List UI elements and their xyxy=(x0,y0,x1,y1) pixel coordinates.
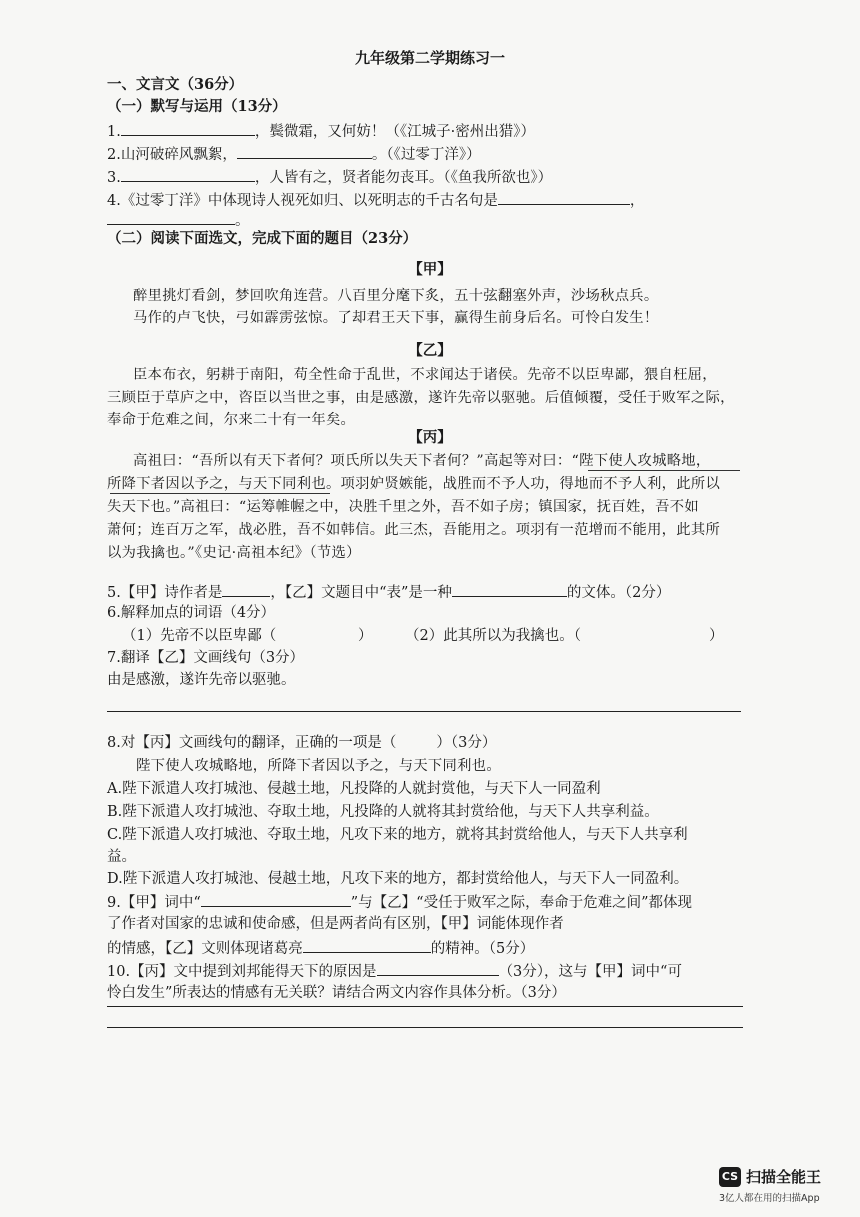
question-9-line-3 xyxy=(107,937,534,959)
question-text: ）（3分） xyxy=(436,735,497,751)
question-text: 8.对【丙】文画线句的翻译，正确的一项是（ xyxy=(107,735,397,751)
passage-bing-line: 以为我擒也。”《史记·高祖本纪》（节选） xyxy=(107,545,361,561)
passage-jia-line: 醉里挑灯看剑，梦回吹角连营。八百里分麾下炙，五十弦翻塞外声，沙场秋点兵。 xyxy=(133,288,659,304)
question-4 xyxy=(107,189,644,211)
answer-blank[interactable] xyxy=(498,189,630,205)
punctuation: ， xyxy=(629,193,645,209)
answer-blank[interactable] xyxy=(121,166,255,182)
question-text: 的情感，【乙】文则体现诸葛亮 xyxy=(107,941,303,957)
passage-bing-line: 失天下也。”高祖曰：“运筹帷幄之中，决胜千里之外，吾不如子房；镇国家，抚百姓，吾不如 xyxy=(107,499,699,515)
marked-sentence-underline xyxy=(110,493,330,494)
question-text: ，【乙】文题目中“表”是一种 xyxy=(270,585,452,601)
answer-blank[interactable] xyxy=(377,960,499,976)
question-text: 5.【甲】诗作者是 xyxy=(107,585,223,601)
part-one-heading: （一）默写与运用（13分） xyxy=(107,98,287,115)
question-10-line-2: 怜白发生”所表达的情感有无关联？请结合两文内容作具体分析。（3分） xyxy=(107,985,566,1001)
question-text: 山河破碎风飘絮， xyxy=(120,147,237,163)
question-text: 9.【甲】词中“ xyxy=(107,895,201,911)
passage-yi-heading: 【乙】 xyxy=(408,342,452,359)
question-number: 2. xyxy=(107,147,121,163)
option-b[interactable]: B.陛下派遣人攻打城池、夺取土地，凡投降的人就将其封赏给他，与天下人共享利益。 xyxy=(107,804,659,820)
scanner-watermark xyxy=(719,1163,834,1207)
camscanner-logo-icon: CS xyxy=(719,1167,741,1187)
question-3 xyxy=(107,166,552,188)
answer-line[interactable] xyxy=(107,1006,743,1007)
question-2 xyxy=(107,143,481,165)
answer-blank[interactable] xyxy=(452,581,567,597)
question-8-stem xyxy=(107,733,496,753)
answer-blank[interactable] xyxy=(107,209,235,225)
answer-line[interactable] xyxy=(107,711,741,712)
answer-blank[interactable] xyxy=(303,937,431,953)
passage-yi-line: 臣本布衣，躬耕于南阳，苟全性命于乱世，不求闻达于诸侯。先帝不以臣卑鄙，猥自枉屈， xyxy=(133,367,717,383)
part-two-heading: （二）阅读下面选文，完成下面的题目（23分） xyxy=(107,230,418,247)
question-text: 10.【丙】文中提到刘邦能得天下的原因是 xyxy=(107,964,377,980)
question-text: 的精神。（5分） xyxy=(430,941,535,957)
question-6-item-1-close: ） xyxy=(358,628,373,644)
answer-blank[interactable] xyxy=(237,143,372,159)
question-6-item-1: （1）先帝不以臣卑鄙（ xyxy=(122,628,277,644)
question-text: ”与【乙】“受任于败军之际，奉命于危难之间”都体现 xyxy=(350,895,692,911)
passage-bing-line: 高祖曰：“吾所以有天下者何？项氏所以失天下者何？”高起等对曰：“陛下使人攻城略地， xyxy=(133,453,711,469)
question-text: 的文体。（2分） xyxy=(566,585,671,601)
question-6-item-2-close: ） xyxy=(709,628,724,644)
section-heading: 一、文言文（36分） xyxy=(107,76,244,93)
option-c[interactable]: C.陛下派遣人攻打城池、夺取土地，凡攻下来的地方，就将其封赏给他人，与天下人共享利 xyxy=(107,827,688,843)
option-c-continued: 益。 xyxy=(107,849,136,865)
question-text: 。（《过零丁洋》） xyxy=(371,147,481,163)
question-text: ，人皆有之，贤者能勿丧耳。（《鱼我所欲也》） xyxy=(254,170,553,186)
question-5 xyxy=(107,581,670,603)
passage-jia-line: 马作的卢飞快，弓如霹雳弦惊。了却君王天下事，赢得生前身后名。可怜白发生！ xyxy=(133,310,659,326)
watermark-tagline: 3亿人都在用的扫描App xyxy=(719,1193,820,1204)
marked-sentence-underline xyxy=(588,470,740,471)
exam-title: 九年级第二学期练习一 xyxy=(354,49,505,67)
question-8-quote: 陛下使人攻城略地，所降下者因以予之，与天下同利也。 xyxy=(136,758,501,774)
question-number: 1. xyxy=(107,124,121,140)
question-6-stem: 6.解释加点的词语（4分） xyxy=(107,605,276,621)
question-number: 3. xyxy=(107,170,121,186)
question-9-line-2: 了作者对国家的忠诚和使命感，但是两者尚有区别，【甲】词能体现作者 xyxy=(107,916,564,932)
passage-yi-line: 三顾臣于草庐之中，咨臣以当世之事，由是感激，遂许先帝以驱驰。后值倾覆，受任于败军之际， xyxy=(107,390,735,406)
question-10 xyxy=(107,960,682,982)
passage-bing-line: 萧何；连百万之军，战必胜，吾不如韩信。此三杰，吾能用之。项羽有一范增而不能用，此其所 xyxy=(107,522,721,538)
question-4-continued xyxy=(107,209,250,231)
answer-blank[interactable] xyxy=(222,581,270,597)
question-9 xyxy=(107,891,692,913)
question-7-sentence: 由是感激，遂许先帝以驱驰。 xyxy=(107,672,296,688)
watermark-app-name: 扫描全能王 xyxy=(746,1168,822,1186)
punctuation: 。 xyxy=(235,213,250,229)
passage-bing-line: 所降下者因以予之，与天下同利也。项羽妒贤嫉能，战胜而不予人功，得地而不予人利，此所以 xyxy=(107,476,721,492)
answer-blank[interactable] xyxy=(201,891,351,907)
passage-yi-line: 奉命于危难之间，尔来二十有一年矣。 xyxy=(107,412,356,428)
passage-jia-heading: 【甲】 xyxy=(408,261,452,278)
question-7-stem: 7.翻译【乙】文画线句（3分） xyxy=(107,650,305,666)
question-1 xyxy=(107,120,535,142)
question-text: （3分），这与【甲】词中“可 xyxy=(498,964,682,980)
option-d[interactable]: D.陛下派遣人攻打城池、侵越土地，凡攻下来的地方，都封赏给他人，与天下人一同盈利。 xyxy=(107,871,689,887)
answer-line[interactable] xyxy=(107,1027,743,1028)
question-text: ，鬓微霜，又何妨！（《江城子·密州出猎》） xyxy=(254,124,535,140)
option-a[interactable]: A.陛下派遣人攻打城池、侵越土地，凡投降的人就封赏他，与天下人一同盈利 xyxy=(107,781,601,797)
answer-blank[interactable] xyxy=(121,120,255,136)
question-6-item-2: （2）此其所以为我擒也。（ xyxy=(405,628,581,644)
question-text: 4.《过零丁洋》中体现诗人视死如归、以死明志的千古名句是 xyxy=(107,193,498,209)
passage-bing-heading: 【丙】 xyxy=(408,429,452,446)
